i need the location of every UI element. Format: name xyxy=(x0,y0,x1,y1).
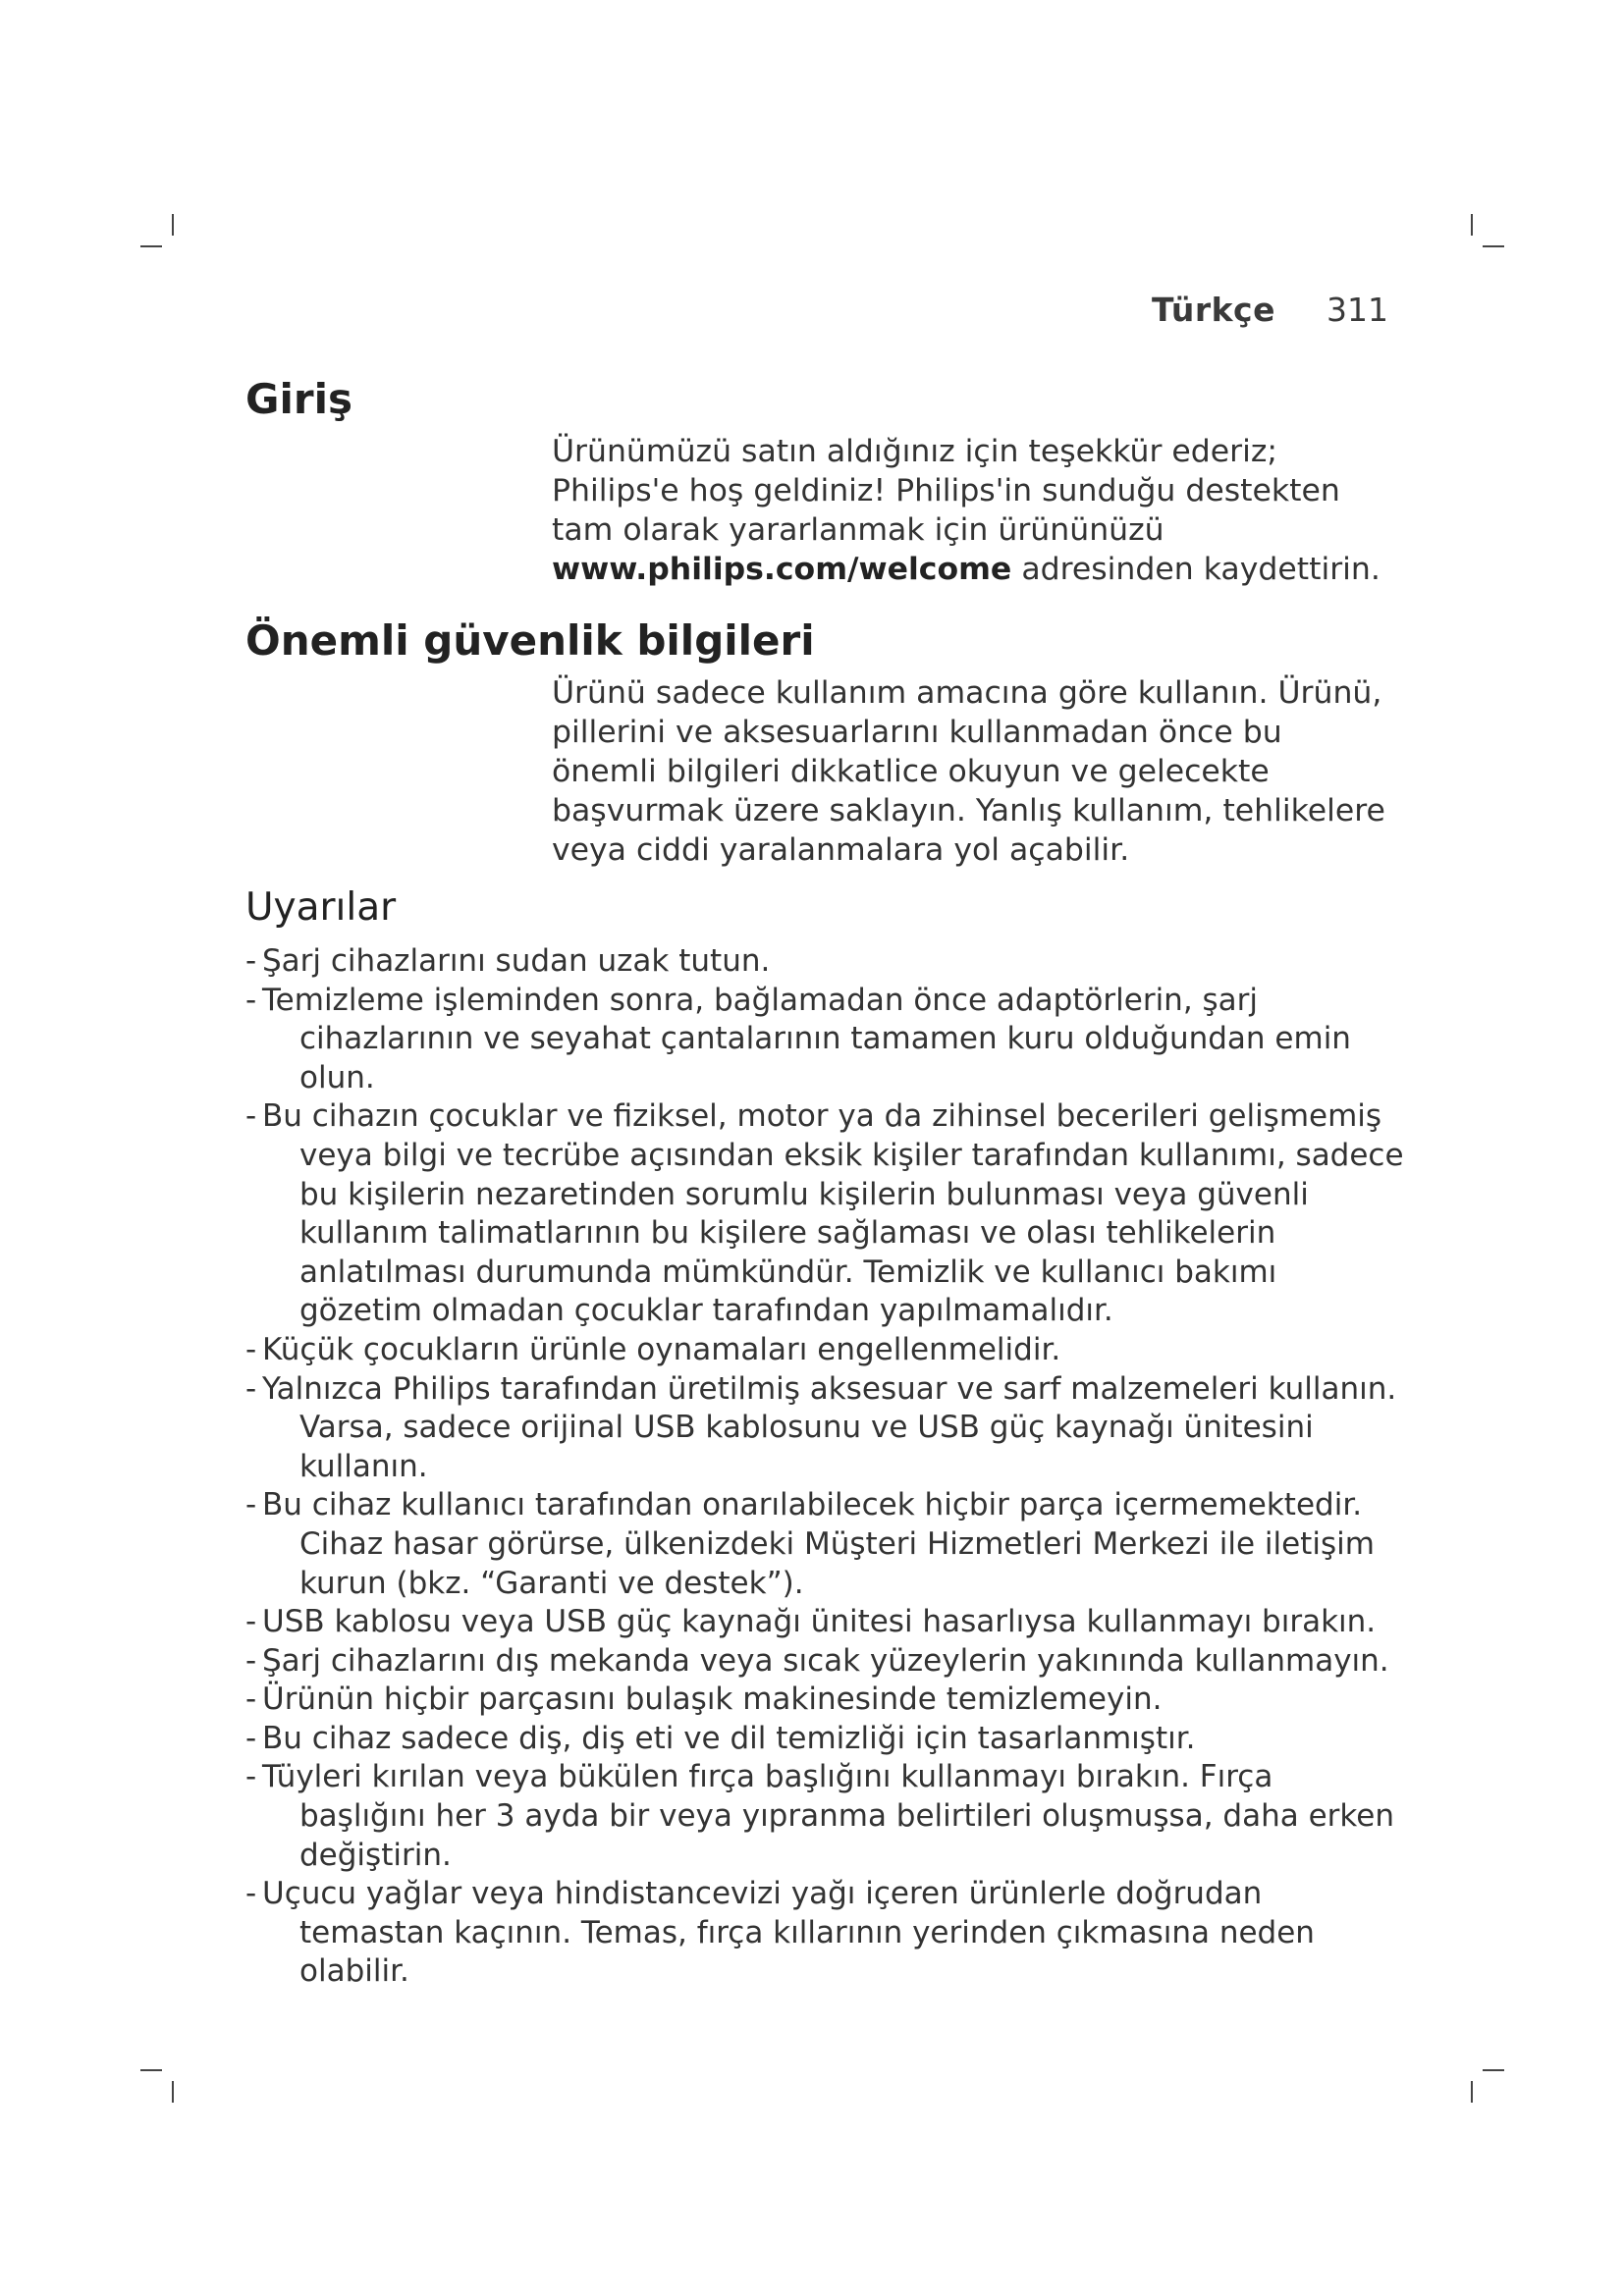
warning-item xyxy=(245,1758,1404,1875)
warning-item xyxy=(245,1603,1404,1642)
intro-text: Ürünümüzü satın aldığınız için teşekkür ederiz; Philips'e hoş geldiniz! Philips'in sunduğu destekten tam olarak yararlanmak için ürününüzü xyxy=(552,434,1340,548)
bullet-dash: - xyxy=(245,982,257,1018)
bullet-dash: - xyxy=(245,1370,257,1407)
warning-text: Temizleme işleminden sonra, bağlamadan önce adaptörlerin, şarj cihazlarının ve seyahat çantalarının tamamen kuru olduğundan emin olun. xyxy=(262,982,1351,1095)
warning-item xyxy=(245,1097,1404,1331)
bullet-dash: - xyxy=(245,1759,257,1795)
warnings-list xyxy=(245,942,1404,1992)
warning-item xyxy=(245,942,1404,982)
warning-text: Küçük çocukların ürünle oynamaları engellenmelidir. xyxy=(262,1331,1061,1367)
bullet-dash: - xyxy=(245,1487,257,1523)
warning-item xyxy=(245,1370,1404,1487)
crop-mark xyxy=(1483,2069,1504,2071)
intro-paragraph xyxy=(552,432,1396,589)
warning-text: USB kablosu veya USB güç kaynağı ünitesi hasarlıysa kullanmayı bırakın. xyxy=(262,1604,1377,1640)
warning-item xyxy=(245,1681,1404,1720)
bullet-dash: - xyxy=(245,1331,257,1367)
crop-mark xyxy=(172,214,174,236)
bullet-dash: - xyxy=(245,1098,257,1135)
warning-item xyxy=(245,1720,1404,1759)
bullet-dash: - xyxy=(245,1876,257,1912)
warning-item xyxy=(245,1486,1404,1603)
crop-mark xyxy=(172,2081,174,2103)
warning-item xyxy=(245,1642,1404,1682)
bullet-dash: - xyxy=(245,1682,257,1718)
crop-mark xyxy=(1483,245,1504,247)
bullet-dash: - xyxy=(245,1642,257,1679)
bullet-dash: - xyxy=(245,1720,257,1756)
running-header xyxy=(1152,291,1388,329)
safety-heading: Önemli güvenlik bilgileri xyxy=(245,616,815,665)
crop-mark xyxy=(140,2069,162,2071)
warning-text: Bu cihazın çocuklar ve fiziksel, motor ya da zihinsel becerileri gelişmemiş veya bilgi ve tecrübe açısından eksik kişiler tarafından kullanımı, sadece bu kişilerin nezaretinden sorumlu kişilerin bulunması veya güvenli kullanım talimatlarının bu kişilere sağlaması ve olası tehlikelerin anlatılması durumunda mümkündür. Temizlik ve kullanıcı bakımı gözetim olmadan çocuklar tarafından yapılmamalıdır. xyxy=(262,1098,1404,1329)
crop-mark xyxy=(140,245,162,247)
crop-mark xyxy=(1471,214,1473,236)
bullet-dash: - xyxy=(245,1604,257,1640)
warning-text: Bu cihaz sadece diş, diş eti ve dil temizliği için tasarlanmıştır. xyxy=(262,1720,1196,1756)
warning-text: Uçucu yağlar veya hindistancevizi yağı içeren ürünlerle doğrudan temastan kaçının. Temas, fırça kıllarının yerinden çıkmasına neden olabilir. xyxy=(262,1876,1315,1990)
warning-item xyxy=(245,1331,1404,1370)
warning-text: Ürünün hiçbir parçasını bulaşık makinesinde temizlemeyin. xyxy=(262,1682,1163,1718)
warning-text: Bu cihaz kullanıcı tarafından onarılabilecek hiçbir parça içermemektedir. Cihaz hasar görürse, ülkenizdeki Müşteri Hizmetleri Merkezi ile iletişim kurun (bkz. “Garanti ve destek”). xyxy=(262,1487,1375,1601)
crop-mark xyxy=(1471,2081,1473,2103)
bullet-dash: - xyxy=(245,943,257,979)
warning-item xyxy=(245,1875,1404,1992)
welcome-link[interactable]: www.philips.com/welcome xyxy=(552,552,1012,587)
page-number: 311 xyxy=(1326,291,1388,329)
warning-item xyxy=(245,982,1404,1098)
warning-text: Şarj cihazlarını sudan uzak tutun. xyxy=(262,943,771,979)
warning-text: Tüyleri kırılan veya bükülen fırça başlığını kullanmayı bırakın. Fırça başlığını her 3 ayda bir veya yıpranma belirtileri oluşmuşsa, daha erken değiştirin. xyxy=(262,1759,1394,1873)
warning-text: Yalnızca Philips tarafından üretilmiş aksesuar ve sarf malzemeleri kullanın. Varsa, sadece orijinal USB kablosunu ve USB güç kaynağı ünitesini kullanın. xyxy=(262,1370,1397,1484)
intro-text-end: adresinden kaydettirin. xyxy=(1021,552,1380,587)
language-label: Türkçe xyxy=(1151,291,1275,329)
safety-paragraph: Ürünü sadece kullanım amacına göre kullanın. Ürünü, pillerini ve aksesuarlarını kullanmadan önce bu önemli bilgileri dikkatlice okuyun ve gelecekte başvurmak üzere saklayın. Yanlış kullanım, tehlikelere veya ciddi yaralanmalara yol açabilir. xyxy=(552,675,1385,868)
warnings-heading: Uyarılar xyxy=(245,885,397,930)
warning-text: Şarj cihazlarını dış mekanda veya sıcak yüzeylerin yakınında kullanmayın. xyxy=(262,1642,1389,1679)
intro-heading: Giriş xyxy=(245,375,352,423)
